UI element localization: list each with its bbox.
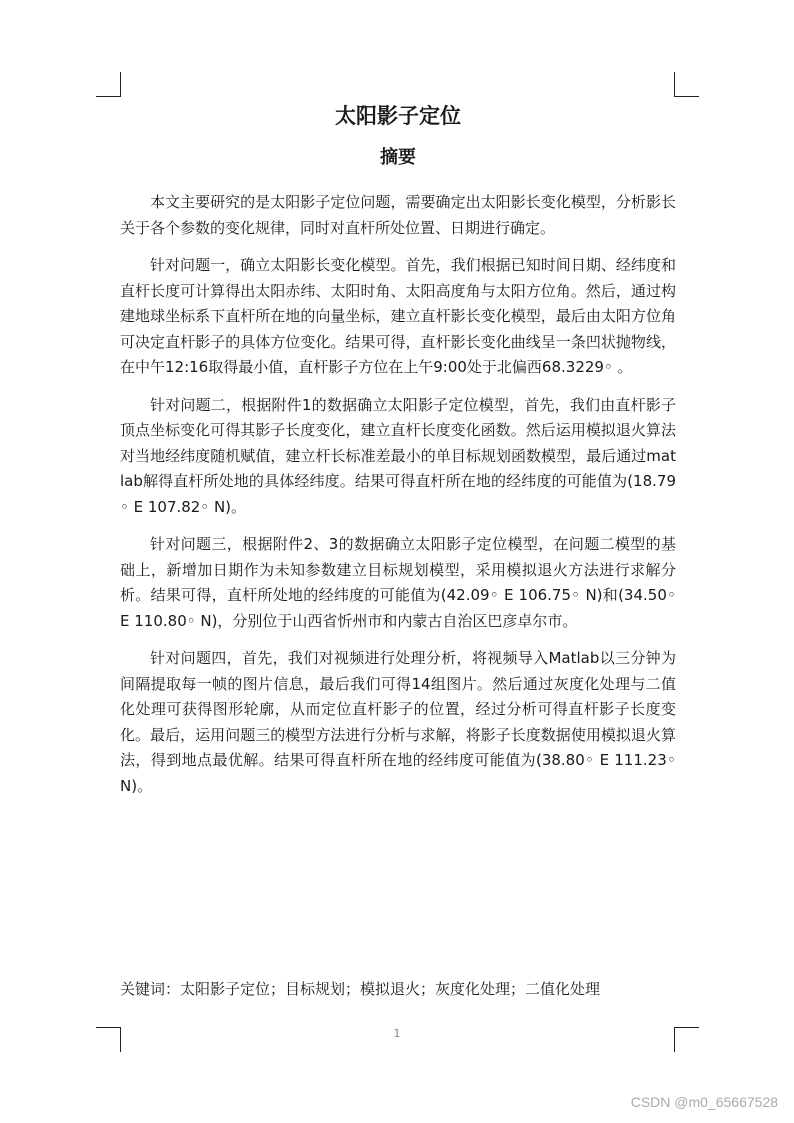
crop-mark-top-right (674, 72, 699, 97)
document-title: 太阳影子定位 (335, 104, 461, 128)
abstract-heading: 摘要 (380, 147, 416, 168)
keywords-line: 关键词：太阳影子定位；目标规划；模拟退火；灰度化处理；二值化处理 (120, 980, 601, 998)
abstract-paragraph-5: 针对问题四，首先，我们对视频进行处理分析，将视频导入Matlab以三分钟为间隔提取每一帧的图片信息，最后我们可得14组图片。然后通过灰度化处理与二值化处理可获得图形轮廓，从而定位直杆影子的位置，经过分析可得直杆影子长度变化。最后，运用问题三的模型方法进行分析与求解，将影子长度数据使用模拟退火算法，得到地点最优解。结果可得直杆所在地的经纬度可能值为(38.80◦ E 111.23◦ N)。 (120, 649, 676, 795)
crop-mark-top-left (96, 72, 121, 97)
abstract-paragraph-3: 针对问题二，根据附件1的数据确立太阳影子定位模型，首先，我们由直杆影子顶点坐标变化可得其影子长度变化，建立直杆长度变化函数。然后运用模拟退火算法对当地经纬度随机赋值，建立杆长标准差最小的单目标规划函数模型，最后通过matlab解得直杆所处地的具体经纬度。结果可得直杆所在地的经纬度的可能值为(18.79◦ E 107.82◦ N)。 (120, 395, 676, 516)
document-body (120, 100, 676, 811)
page-number: 1 (393, 1027, 401, 1040)
abstract-paragraph-1: 本文主要研究的是太阳影子定位问题，需要确定出太阳影长变化模型，分析影长关于各个参数的变化规律，同时对直杆所处位置、日期进行确定。 (120, 193, 676, 237)
csdn-watermark: CSDN @m0_65667528 (630, 1094, 778, 1110)
abstract-paragraph-4: 针对问题三，根据附件2、3的数据确立太阳影子定位模型，在问题二模型的基础上，新增加日期作为未知参数建立目标规划模型，采用模拟退火方法进行求解分析。结果可得，直杆所处地的经纬度的可能值为(42.09◦ E 106.75◦ N)和(34.50◦ E 110.80◦ N)，分别位于山西省忻州市和内蒙古自治区巴彦卓尔市。 (120, 535, 676, 630)
abstract-paragraph-2: 针对问题一，确立太阳影长变化模型。首先，我们根据已知时间日期、经纬度和直杆长度可计算得出太阳赤纬、太阳时角、太阳高度角与太阳方位角。然后，通过构建地球坐标系下直杆所在地的向量坐标，建立直杆影长变化模型，最后由太阳方位角可决定直杆影子的具体方位变化。结果可得，直杆影长变化曲线呈一条凹状抛物线，在中午12:16取得最小值，直杆影子方位在上午9:00处于北偏西68.3229◦ 。 (120, 256, 676, 376)
